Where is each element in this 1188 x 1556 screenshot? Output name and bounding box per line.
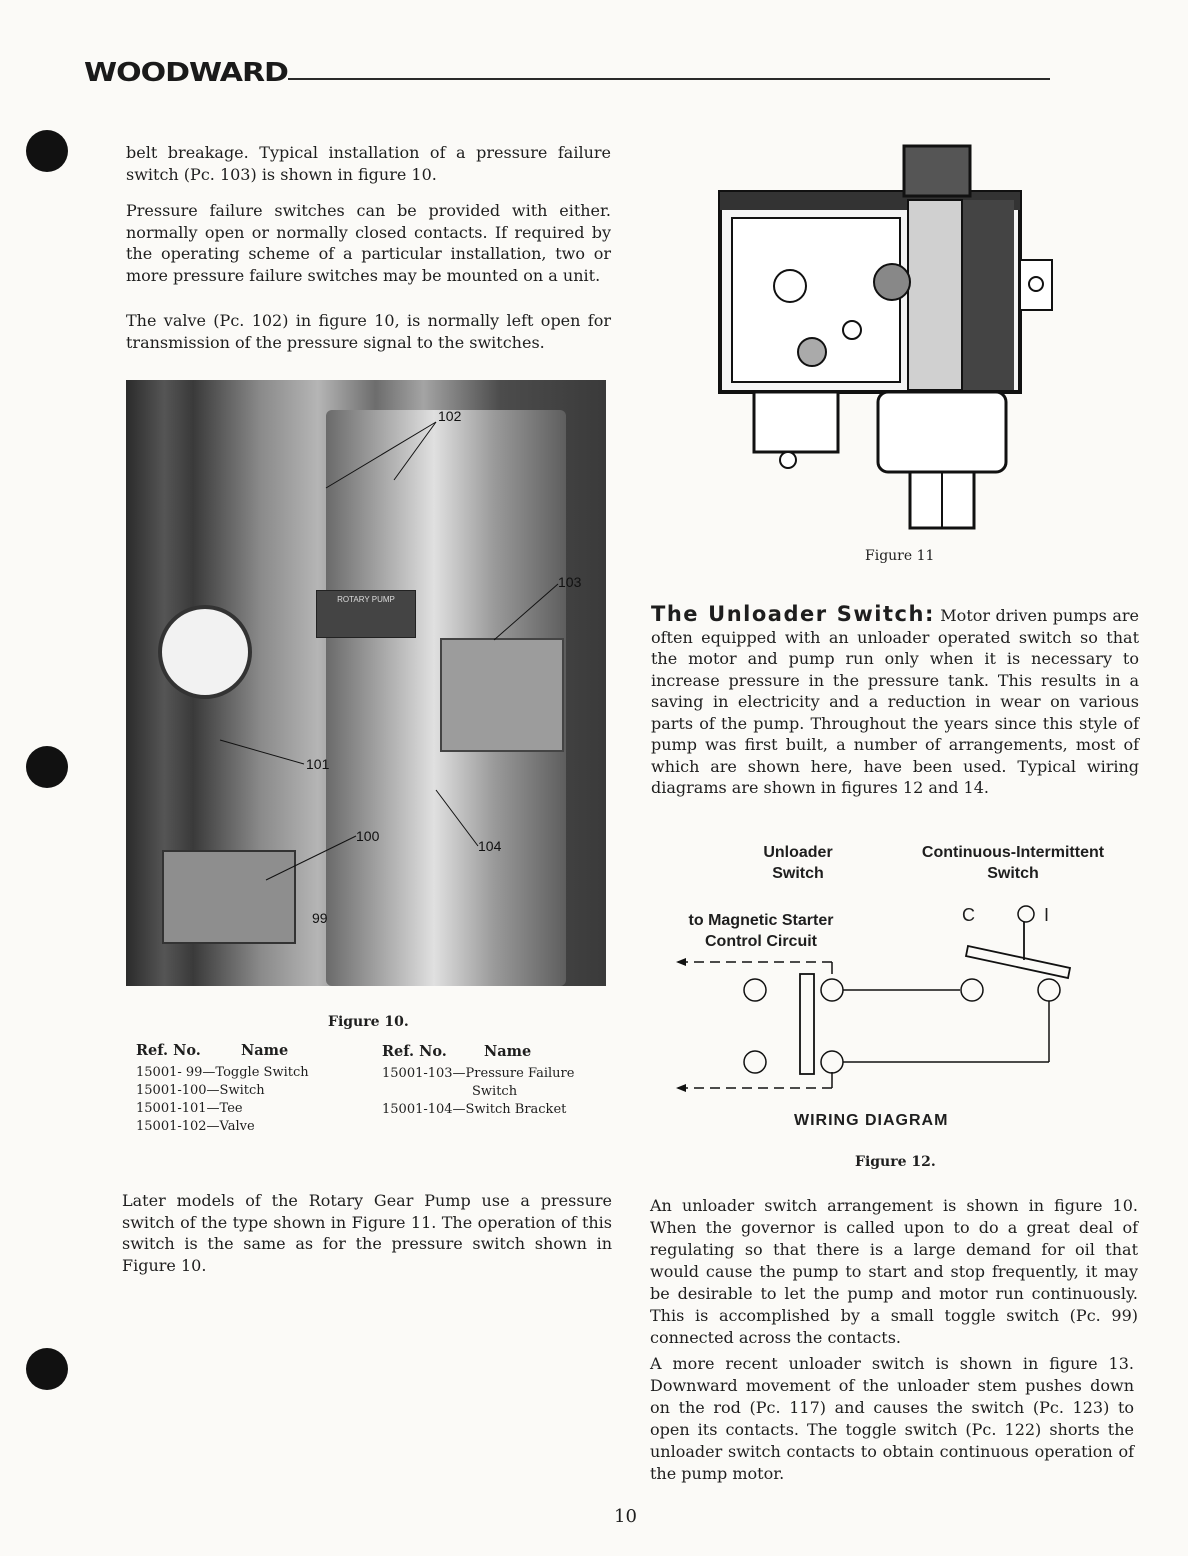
label-c: C (962, 905, 975, 925)
figure-12-caption: Figure 12. (855, 1154, 936, 1170)
paragraph-belt-breakage: belt breakage. Typical installation of a pressure failure switch (Pc. 103) is shown in figure 10. (126, 143, 611, 184)
page-number: 10 (614, 1506, 637, 1527)
woodward-logo: WOODWARD (84, 58, 288, 88)
photo-label-103: 103 (558, 574, 582, 590)
label-magnetic-starter: to Magnetic Starter Control Circuit (688, 912, 834, 950)
ref-row: Switch (472, 1084, 518, 1099)
paragraph-later-models: Later models of the Rotary Gear Pump use a pressure switch of the type shown in Figure 11. The operation of this switch is the same as for the pressure switch shown in Figure 10. (122, 1191, 612, 1275)
refs-left-header-name: Name (241, 1042, 289, 1059)
unloader-section (651, 604, 1139, 799)
paragraph-valve: The valve (Pc. 102) in figure 10, is normally left open for transmission of the pressure signal to the switches. (126, 311, 611, 352)
binder-hole-top (26, 130, 68, 172)
ref-row: 15001-101—Tee (136, 1101, 243, 1116)
unloader-body: Motor driven pumps are often equipped with an unloader operated switch so that the motor and pump run only when it is necessary to increase pressure in the pressure tank. This results in a saving in electricity and a reduction in wear on various parts of the pump. Throughout the years since this style of pump was first built, a number of arrangements, most of which are shown here, have been used. Typical wiring diagrams are shown in figures 12 and 14. (651, 606, 1139, 797)
photo-label-104: 104 (478, 838, 502, 854)
ref-row: 15001-104—Switch Bracket (382, 1102, 567, 1117)
ref-row: 15001-102—Valve (136, 1119, 255, 1134)
figure-11-caption: Figure 11 (865, 548, 935, 564)
label-unloader-switch: Unloader Switch (763, 844, 833, 882)
unloader-paragraph (651, 604, 1139, 799)
refs-left-list (136, 1064, 309, 1136)
photo-label-100: 100 (356, 828, 380, 844)
ref-row: 15001- 99—Toggle Switch (136, 1065, 309, 1080)
paragraph-recent-unloader: A more recent unloader switch is shown in figure 13. Downward movement of the unloader stem pushes down on the rod (Pc. 117) and causes the switch (Pc. 123) to open its contacts. The toggle switch (Pc. 122) shorts the unloader switch contacts to obtain continuous operation of the pump motor. (650, 1354, 1134, 1483)
binder-hole-middle (26, 746, 68, 788)
section-title-unloader-switch: The Unloader Switch: (651, 602, 935, 626)
paragraph-pressure-failure-switches: Pressure failure switches can be provided with either. normally open or normally closed contacts. If required by the operating scheme of a particular installation, two or more pressure failure switches may be mounted on a unit. (126, 201, 611, 285)
refs-right-header-ref: Ref. No. (382, 1043, 447, 1060)
refs-right-list (382, 1065, 592, 1119)
photo-label-101: 101 (306, 756, 330, 772)
figure-10-photo (126, 380, 606, 986)
wiring-diagram-title: WIRING DIAGRAM (794, 1112, 949, 1129)
pump-nameplate: ROTARY PUMP (316, 590, 416, 638)
ref-row: 15001-103—Pressure Failure (382, 1066, 575, 1081)
label-continuous-intermittent-switch: Continuous-Intermittent Switch (921, 844, 1105, 882)
label-i: I (1044, 905, 1050, 925)
refs-right-header-name: Name (484, 1043, 532, 1060)
photo-label-99: 99 (312, 910, 328, 926)
paragraph-unloader-arrangement: An unloader switch arrangement is shown in figure 10. When the governor is called upon to do a great deal of regulating so that there is a large demand for oil that would cause the pump to start and stop frequently, it may be desirable to let the pump and motor run continuously. This is accomplished by a small toggle switch (Pc. 99) connected across the contacts. (650, 1196, 1138, 1347)
figure-11-pressure-switch-drawing (712, 140, 1062, 540)
refs-left-header-ref: Ref. No. (136, 1042, 201, 1059)
figure-10-caption: Figure 10. (328, 1014, 409, 1030)
ref-row: 15001-100—Switch (136, 1083, 265, 1098)
header-rule (288, 78, 1050, 80)
photo-label-102: 102 (438, 408, 462, 424)
photo-leader-lines (126, 380, 606, 986)
binder-hole-bottom (26, 1348, 68, 1390)
wiring-diagram (672, 890, 1092, 1110)
